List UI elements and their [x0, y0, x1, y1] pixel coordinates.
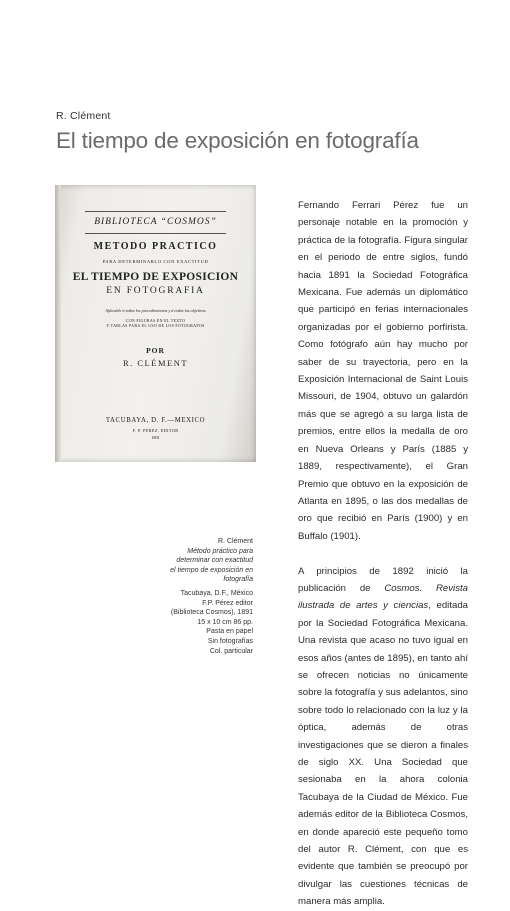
caption-imprint: Tacubaya, D.F., México — [180, 589, 253, 597]
cover-series: BIBLIOTECA “COSMOS” — [94, 217, 217, 227]
caption-work-line: Método práctico para — [187, 547, 253, 555]
cover-small-block: CON FIGURAS EN EL TEXTO Y TABLAS PARA EL USO DE LOS FOTOGRAFOS — [106, 318, 205, 328]
body-paragraph-2-rest: , editada por la Sociedad Fotográfica Mexicana. Una revista que acaso no tuvo igual en esos años (antes de 1895), en tanto ahí se ofrecen noticias no únicamente sobre la fotografía y sus adelantos, sino sobre todo lo relacionado con la luz y la óptica, además de otras investigaciones que se dieron a finales de siglo XX. Una Sociedad que sesionaba en la ahora colonia Tacubaya de la Ciudad de México. Fue además editor de la Biblioteca Cosmos, en donde apareció este pequeño tomo del autor R. Clément, con que es evidente que también se preocupó por divulgar las cuestiones técnicas de manera más amplia. — [298, 600, 468, 908]
article-body — [298, 197, 468, 911]
caption-author: R. Clément — [217, 538, 253, 545]
cover-place: TACUBAYA, D. F.—MEXICO — [105, 417, 206, 424]
cover-publisher: F. P. PEREZ, EDITOR — [132, 428, 179, 433]
book-cover-image — [55, 185, 256, 462]
cover-rule-top — [85, 211, 226, 212]
cover-author: R. CLÉMENT — [122, 358, 189, 368]
caption-illustrations: Sin fotografías — [207, 637, 253, 645]
caption-size: 15 x 10 cm 86 pp. — [197, 618, 253, 626]
caption-work-line: el tiempo de exposición en — [170, 566, 253, 574]
cover-small-line-2: Aplicable á todos los procedimientos y á todos los objetivos — [105, 308, 206, 313]
cover-title: EL TIEMPO DE EXPOSICION — [72, 271, 239, 283]
caption-collection: Col. particular — [209, 647, 253, 655]
article-title: El tiempo de exposición en fotografía — [56, 128, 419, 153]
body-paragraph-2 — [298, 563, 468, 911]
body-paragraph-1: Fernando Ferrari Pérez fue un personaje notable en la promoción y práctica de la fotografía. Figura singular en el periodo de entre siglos, fundó hacia 1891 la Sociedad Fotográfica Mexicana. Fue además un diplomático que participó en ferias internacionales organizadas por el gobierno porfirista. Como fotógrafo aún hay mucho por saber de su trayectoria, pero en la Exposición Internacional de Saint Louis Missouri, de 1904, obtuvo un galardón más que se agregó a su larga lista de premios, entre ellos la medalla de oro en Nueva Orleans y París (1885 y 1889, respectivamente), el Gran Premio que obtuvo en la exposición de Atlanta en 1895, o las dos medallas de oro que recibió en París (1900) y en Buffalo (1901). — [298, 200, 468, 542]
cover-por: POR — [146, 346, 165, 355]
magazine-title: Cosmos. Revista ilustrada de artes y ciencias — [298, 582, 468, 612]
caption-paper: Pasta en papel — [206, 628, 253, 636]
article-author: R. Clément — [56, 110, 111, 122]
cover-subtitle: EN FOTOGRAFIA — [106, 286, 205, 296]
cover-small-line: PARA DETERMINARLO CON EXACTITUD — [102, 259, 209, 264]
caption-work-line: fotografía — [223, 576, 253, 584]
image-caption — [113, 537, 253, 656]
caption-series: (Biblioteca Cosmos), 1891 — [170, 609, 253, 617]
cover-metodo: METODO PRACTICO — [93, 241, 218, 252]
caption-publisher: F.P. Pérez editor — [202, 599, 253, 607]
caption-work-line: determinar con exactitud — [176, 557, 253, 565]
cover-rule — [85, 233, 226, 234]
body-paragraph-2-start: A principios de 1892 inició la publicación de — [298, 565, 468, 594]
cover-year: 1891 — [151, 435, 160, 440]
